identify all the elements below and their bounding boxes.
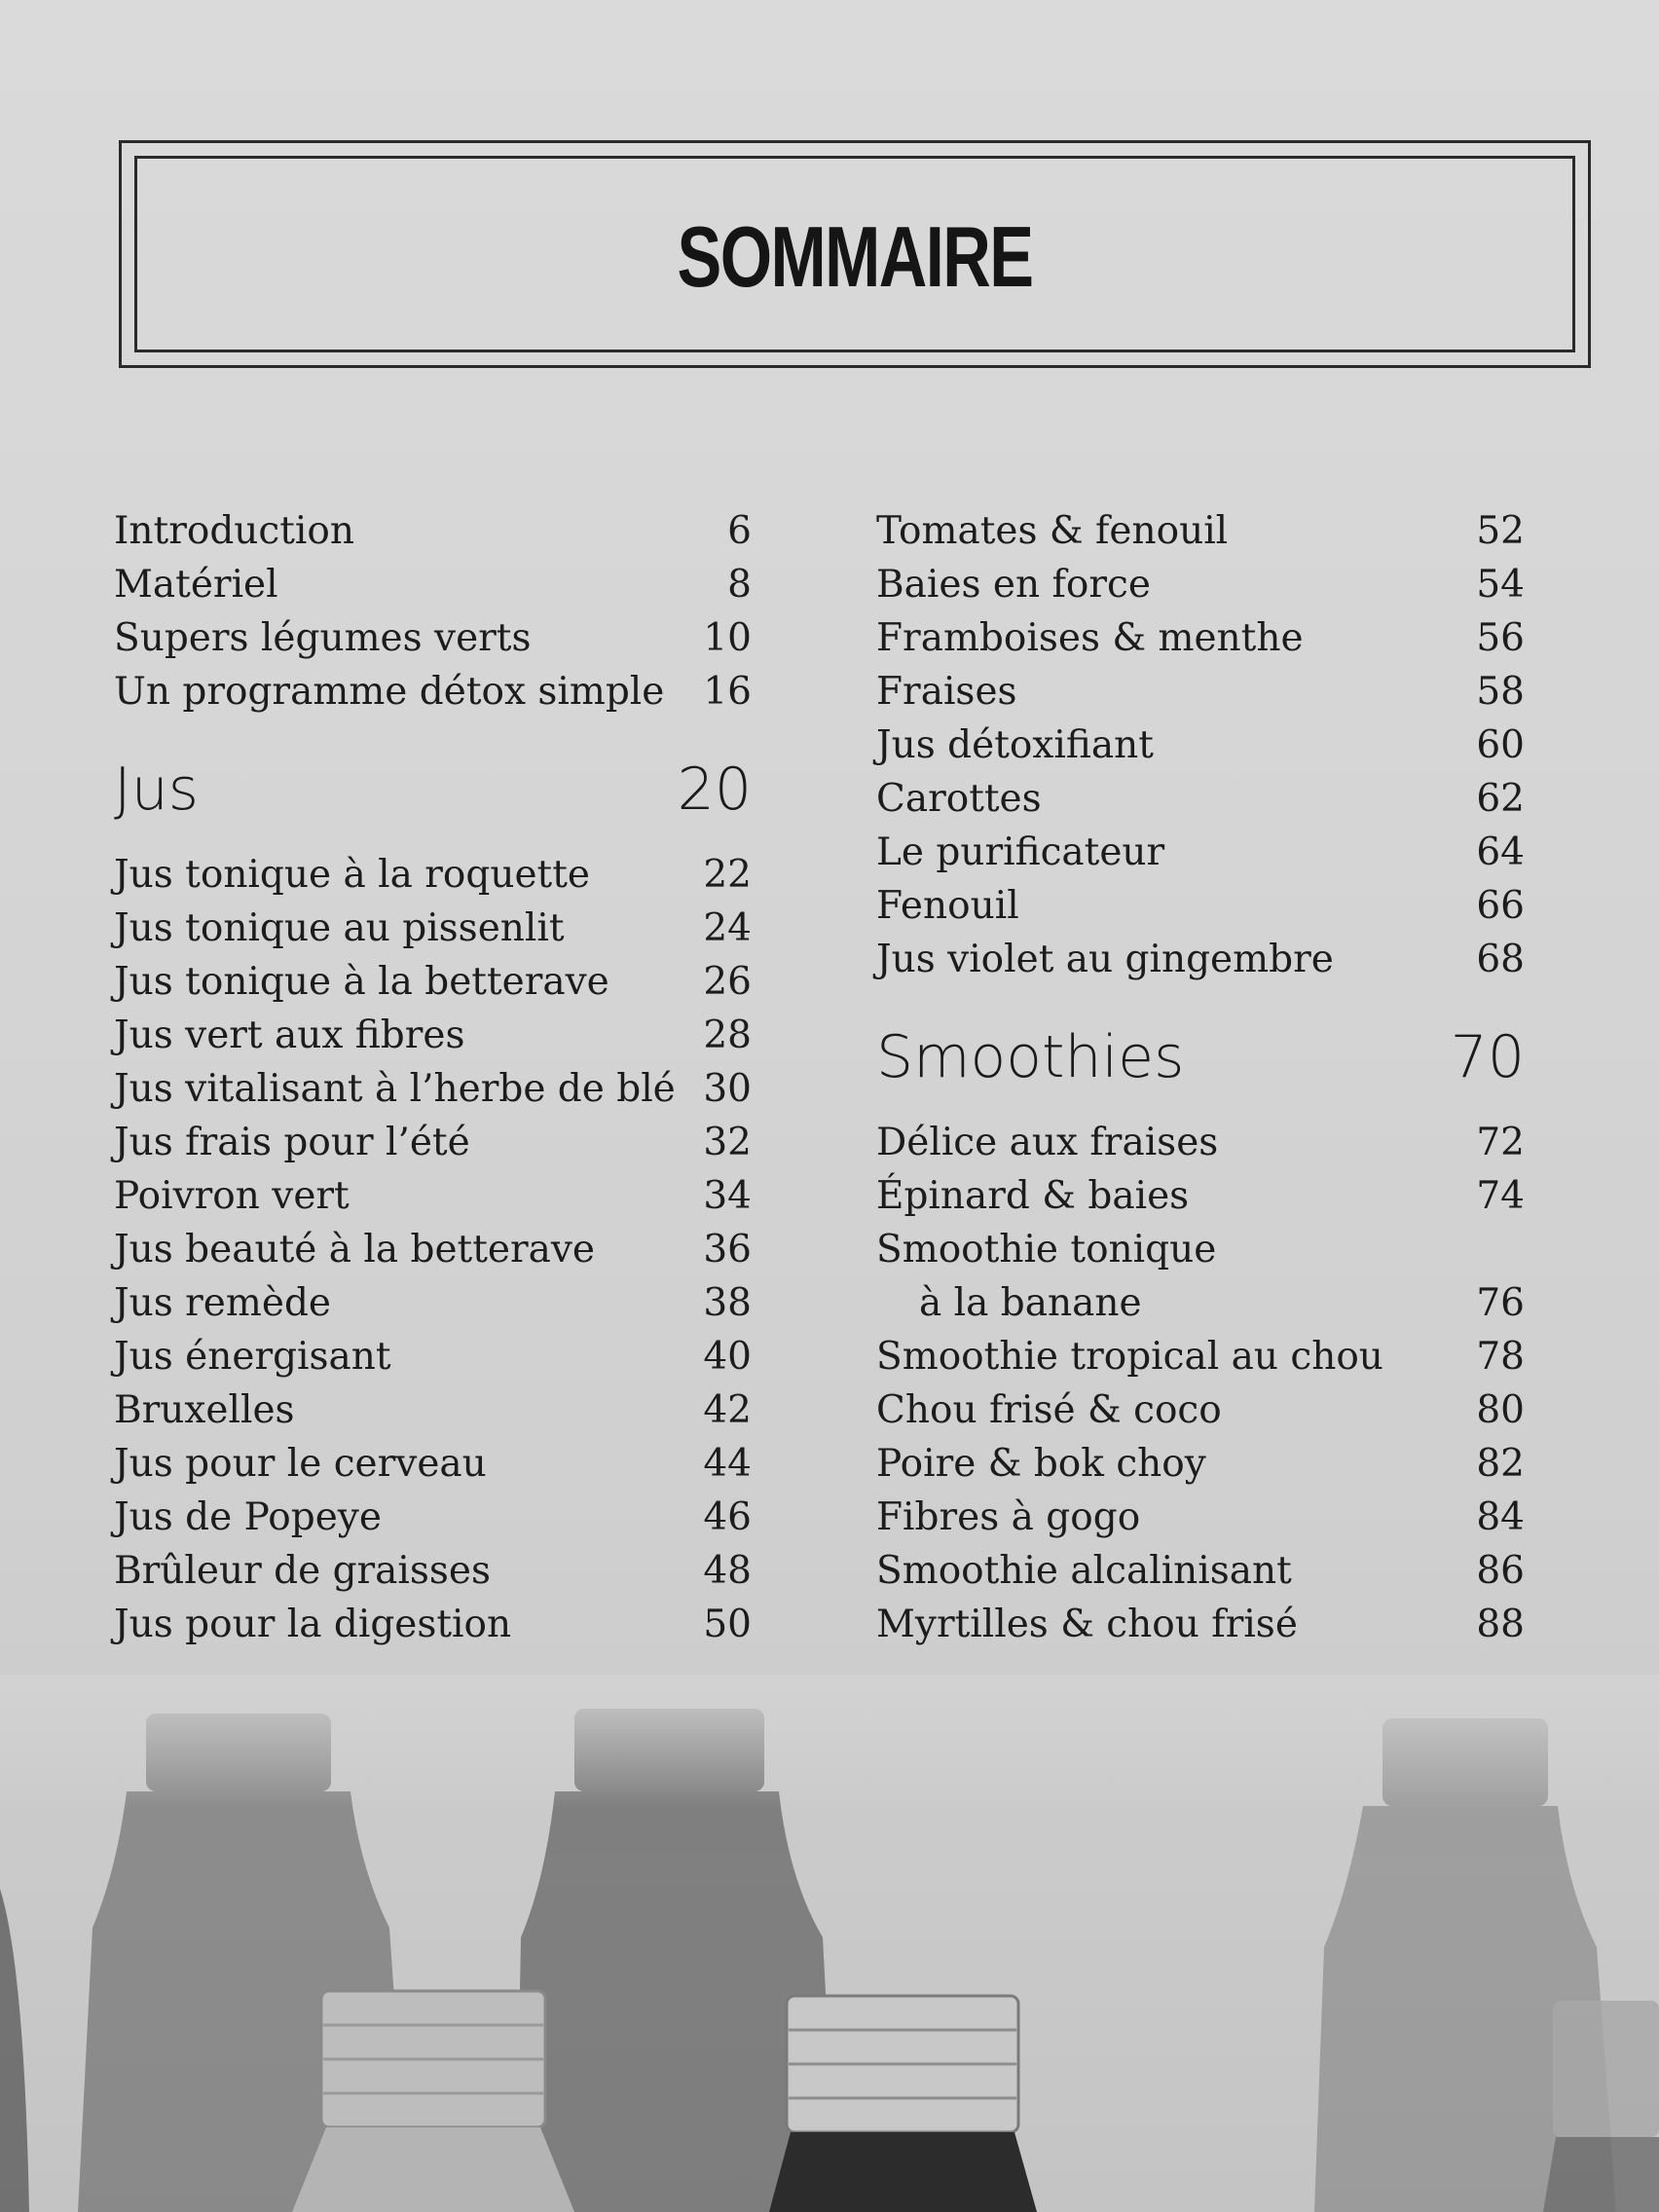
toc-entry [876, 778, 1525, 831]
toc-entry-label: Jus beauté à la betterave [114, 1228, 595, 1272]
toc-entry-page: 8 [727, 563, 752, 607]
toc-entry [114, 1336, 752, 1389]
toc-entry-label: Le purificateur [876, 830, 1165, 874]
toc-entry [114, 961, 752, 1014]
toc-entry-page: 42 [703, 1388, 752, 1432]
toc-entry-label: Tomates & fenouil [876, 509, 1229, 553]
toc-entry-page: 88 [1476, 1603, 1525, 1646]
toc-entry [114, 907, 752, 961]
toc-entry [114, 1389, 752, 1443]
spacer [114, 724, 752, 756]
toc-entry-page: 58 [1476, 670, 1525, 714]
toc-entry-page: 64 [1476, 830, 1525, 874]
spacer [876, 992, 1525, 1024]
toc-entry [114, 671, 752, 724]
toc-entry-label: Poivron vert [114, 1174, 350, 1218]
toc-entry-page: 54 [1476, 563, 1525, 607]
section-heading-jus [114, 756, 752, 854]
section-label: Jus [114, 756, 199, 824]
toc-entry-page: 46 [703, 1495, 752, 1539]
toc-entry-label-continued: à la banane [919, 1281, 1142, 1325]
toc-left-column [114, 510, 752, 1657]
toc-entry [876, 671, 1525, 724]
toc-entry-page: 68 [1476, 938, 1525, 981]
section-heading-smoothies [876, 1024, 1525, 1122]
toc-entry [114, 1604, 752, 1657]
toc-entry-label: Jus violet au gingembre [876, 938, 1334, 981]
toc-entry [114, 1550, 752, 1604]
toc-entry [876, 1336, 1525, 1389]
toc-entry-label: Jus détoxifiant [876, 723, 1154, 767]
toc-entry-page: 24 [703, 906, 752, 950]
section-page-number: 20 [677, 756, 752, 824]
toc-entry-page: 76 [1476, 1281, 1525, 1325]
toc-entry-page: 86 [1476, 1549, 1525, 1593]
toc-entry-page: 28 [703, 1014, 752, 1057]
toc-entry [114, 1443, 752, 1496]
toc-entry-label: Poire & bok choy [876, 1442, 1206, 1486]
toc-entry [876, 1550, 1525, 1604]
toc-entry-smoothie-banane [876, 1229, 1525, 1282]
toc-entry-label: Myrtilles & chou frisé [876, 1603, 1298, 1646]
toc-entry [114, 854, 752, 907]
toc-entry-label: Smoothie alcalinisant [876, 1549, 1292, 1593]
toc-entry [876, 1122, 1525, 1175]
toc-right-column [876, 510, 1525, 1657]
toc-entry-label: Jus tonique au pissenlit [114, 906, 565, 950]
toc-entry-page: 84 [1476, 1495, 1525, 1539]
toc-entry-label: Jus pour le cerveau [114, 1442, 487, 1486]
toc-entry-page: 32 [703, 1121, 752, 1164]
toc-entry-label: Épinard & baies [876, 1174, 1190, 1218]
toc-entry-page: 44 [703, 1442, 752, 1486]
toc-entry-page: 82 [1476, 1442, 1525, 1486]
toc-entry-label: Bruxelles [114, 1388, 295, 1432]
toc-entry-label: Un programme détox simple [114, 670, 665, 714]
toc-entry-label: Baies en force [876, 563, 1151, 607]
toc-entry-continuation [876, 1282, 1525, 1336]
toc-entry-label: Matériel [114, 563, 278, 607]
toc-entry-label: Jus vitalisant à l’herbe de blé [114, 1067, 676, 1111]
toc-entry-page: 40 [703, 1335, 752, 1379]
toc-entry [114, 1122, 752, 1175]
toc-entry-label: Jus frais pour l’été [114, 1121, 470, 1164]
smoothie-recipe-list-continued [876, 1336, 1525, 1657]
toc-entry [876, 1604, 1525, 1657]
toc-entry-page: 48 [703, 1549, 752, 1593]
toc-entry [876, 885, 1525, 939]
toc-entry [876, 1175, 1525, 1229]
toc-entry-label: Jus de Popeye [114, 1495, 382, 1539]
toc-entry-label: Framboises & menthe [876, 616, 1304, 660]
toc-entry-label: Jus pour la digestion [114, 1603, 512, 1646]
toc-entry-page: 56 [1476, 616, 1525, 660]
toc-entry-page: 52 [1476, 509, 1525, 553]
toc-entry [114, 1175, 752, 1229]
toc-entry [876, 1496, 1525, 1550]
toc-entry [114, 1229, 752, 1282]
toc-entry [876, 831, 1525, 885]
toc-entry [876, 1389, 1525, 1443]
toc-entry-page: 10 [703, 616, 752, 660]
toc-entry [876, 510, 1525, 564]
title-frame [119, 140, 1591, 368]
toc-entry-page: 80 [1476, 1388, 1525, 1432]
toc-entry-label: Fenouil [876, 884, 1019, 928]
jus-recipe-list [114, 854, 752, 1657]
smoothie-recipe-list [876, 1122, 1525, 1229]
section-label: Smoothies [876, 1023, 1185, 1091]
toc-entry-page: 62 [1476, 777, 1525, 821]
toc-entry-label: Délice aux fraises [876, 1121, 1219, 1164]
toc-entry-page: 50 [703, 1603, 752, 1646]
toc-entry-label: Fibres à gogo [876, 1495, 1141, 1539]
toc-entry-page: 34 [703, 1174, 752, 1218]
toc-entry [876, 564, 1525, 617]
toc-entry-page: 78 [1476, 1335, 1525, 1379]
toc-entry [114, 617, 752, 671]
toc-entry-label: Introduction [114, 509, 354, 553]
toc-entry-page: 74 [1476, 1174, 1525, 1218]
toc-entry-label: Jus tonique à la roquette [114, 853, 590, 897]
toc-entry [114, 1496, 752, 1550]
toc-entry [876, 617, 1525, 671]
toc-entry [114, 1282, 752, 1336]
bottles-photo [0, 1675, 1659, 2212]
toc-entry-label: Smoothie tonique [876, 1228, 1217, 1272]
toc-entry-label: Brûleur de graisses [114, 1549, 492, 1593]
toc-entry-label: Carottes [876, 777, 1042, 821]
toc-entry [876, 1443, 1525, 1496]
toc-entry-label: Jus énergisant [114, 1335, 391, 1379]
toc-entry-label: Chou frisé & coco [876, 1388, 1222, 1432]
toc-entry-label: Fraises [876, 670, 1017, 714]
toc-entry-label: Jus remède [114, 1281, 331, 1325]
toc-entry [876, 939, 1525, 992]
toc-entry-page: 60 [1476, 723, 1525, 767]
toc-entry-page: 16 [703, 670, 752, 714]
toc-entry-label: Supers légumes verts [114, 616, 532, 660]
toc-entry-label: Jus vert aux fibres [114, 1014, 465, 1057]
page-title: SOMMAIRE [677, 208, 1033, 305]
toc-entry-page: 72 [1476, 1121, 1525, 1164]
toc-entry [876, 724, 1525, 778]
toc-entry-page: 30 [703, 1067, 752, 1111]
section-page-number: 70 [1450, 1023, 1525, 1091]
jus-recipe-list-continued [876, 510, 1525, 992]
intro-list [114, 510, 752, 724]
toc-entry [114, 564, 752, 617]
toc-entry-page: 66 [1476, 884, 1525, 928]
toc-entry-label: Jus tonique à la betterave [114, 960, 609, 1004]
toc-entry-page: 6 [727, 509, 752, 553]
toc-entry-page: 22 [703, 853, 752, 897]
toc-entry [114, 1068, 752, 1122]
toc-entry-label: Smoothie tropical au chou [876, 1335, 1383, 1379]
toc-entry [114, 1014, 752, 1068]
toc-entry [114, 510, 752, 564]
toc-entry-page: 26 [703, 960, 752, 1004]
toc-entry-page: 36 [703, 1228, 752, 1272]
toc-entry-page: 38 [703, 1281, 752, 1325]
